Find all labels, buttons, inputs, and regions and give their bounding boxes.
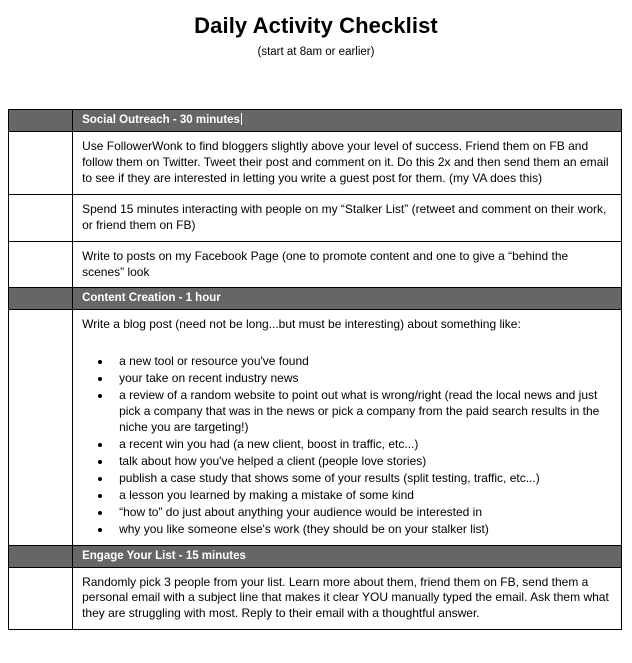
bullet-icon xyxy=(98,460,102,464)
checkbox-cell[interactable] xyxy=(9,567,73,630)
list-item xyxy=(119,488,621,504)
bullet-icon xyxy=(98,360,102,364)
list-item-label: a review of a random website to point out what is wrong/right (read the local news and just pick a company that was in the news or pick a company from the paid search results in the niche you are targeting!) xyxy=(119,388,600,435)
list-item-label: your take on recent industry news xyxy=(119,371,299,386)
task-text: Write a blog post (need not be long...but must be interesting) about something like: xyxy=(82,317,521,332)
section-header-row xyxy=(9,288,622,310)
list-item xyxy=(119,371,621,387)
list-item-label: why you like someone else's work (they should be on your stalker list) xyxy=(119,521,489,536)
task-cell xyxy=(73,241,622,288)
page-subtitle: (start at 8am or earlier) xyxy=(257,46,375,59)
checkbox-cell[interactable] xyxy=(9,288,73,310)
section-header-cell xyxy=(73,545,622,567)
list-item xyxy=(119,454,621,470)
table-row xyxy=(9,241,622,288)
section-title: Content Creation - 1 hour xyxy=(82,292,221,305)
checkbox-cell[interactable] xyxy=(9,545,73,567)
list-item xyxy=(119,437,621,453)
bullet-icon xyxy=(98,511,102,515)
list-item-label: publish a case study that shows some of your results (split testing, traffic, etc...) xyxy=(119,470,540,485)
page-title: Daily Activity Checklist xyxy=(194,13,438,38)
section-header-cell xyxy=(73,110,622,132)
list-item-label: “how to” do just about anything your audience would be interested in xyxy=(119,504,482,519)
checklist-table-container xyxy=(8,109,622,630)
list-item-label: a lesson you learned by making a mistake of some kind xyxy=(119,487,414,502)
section-title: Social Outreach - 30 minutes xyxy=(82,114,240,126)
section-title: Engage Your List - 15 minutes xyxy=(82,549,246,562)
checkbox-cell[interactable] xyxy=(9,110,73,132)
list-item-label: a recent win you had (a new client, boost in traffic, etc...) xyxy=(119,436,419,451)
section-header-cell xyxy=(73,288,622,310)
table-row xyxy=(9,567,622,630)
bullet-icon xyxy=(98,443,102,447)
checkbox-cell[interactable] xyxy=(9,131,73,194)
text-cursor-icon xyxy=(241,113,242,125)
list-item xyxy=(119,522,621,538)
task-cell xyxy=(73,131,622,194)
checklist-table xyxy=(8,109,622,630)
list-item-label: a new tool or resource you've found xyxy=(119,354,309,369)
bullet-icon xyxy=(98,528,102,532)
section-header-row xyxy=(9,545,622,567)
list-item xyxy=(119,505,621,521)
list-item xyxy=(119,388,621,436)
table-row xyxy=(9,131,622,194)
checkbox-cell[interactable] xyxy=(9,241,73,288)
table-row xyxy=(9,194,622,241)
task-text: Write to posts on my Facebook Page (one to promote content and one to give a “behind the scenes” look xyxy=(82,248,569,279)
section-header-row xyxy=(9,110,622,132)
table-row xyxy=(9,310,622,545)
task-cell xyxy=(73,310,622,545)
task-cell xyxy=(73,567,622,630)
list-item xyxy=(119,471,621,487)
task-text: Randomly pick 3 people from your list. Learn more about them, friend them on FB, send them a personal email with a subject line that makes it clear YOU manually typed the email. Ask them what they are struggling with most. Reply to their email with a thoughtful answer. xyxy=(82,574,609,621)
bullet-icon xyxy=(98,494,102,498)
bullet-icon xyxy=(98,477,102,481)
list-item xyxy=(119,354,621,370)
checkbox-cell[interactable] xyxy=(9,310,73,545)
task-text: Use FollowerWonk to find bloggers slightly above your level of success. Friend them on FB and follow them on Twitter. Tweet their post and comment on it. Do this 2x and then send them an email to see if they are interested in letting you write a guest post for them. (my VA does this) xyxy=(82,138,609,185)
task-bullet-list xyxy=(73,354,621,537)
bullet-icon xyxy=(98,394,102,398)
task-cell xyxy=(73,194,622,241)
task-text: Spend 15 minutes interacting with people on my “Stalker List” (retweet and comment on their work, or friend them on FB) xyxy=(82,201,607,232)
checkbox-cell[interactable] xyxy=(9,194,73,241)
list-item-label: talk about how you've helped a client (people love stories) xyxy=(119,453,427,468)
bullet-icon xyxy=(98,377,102,381)
